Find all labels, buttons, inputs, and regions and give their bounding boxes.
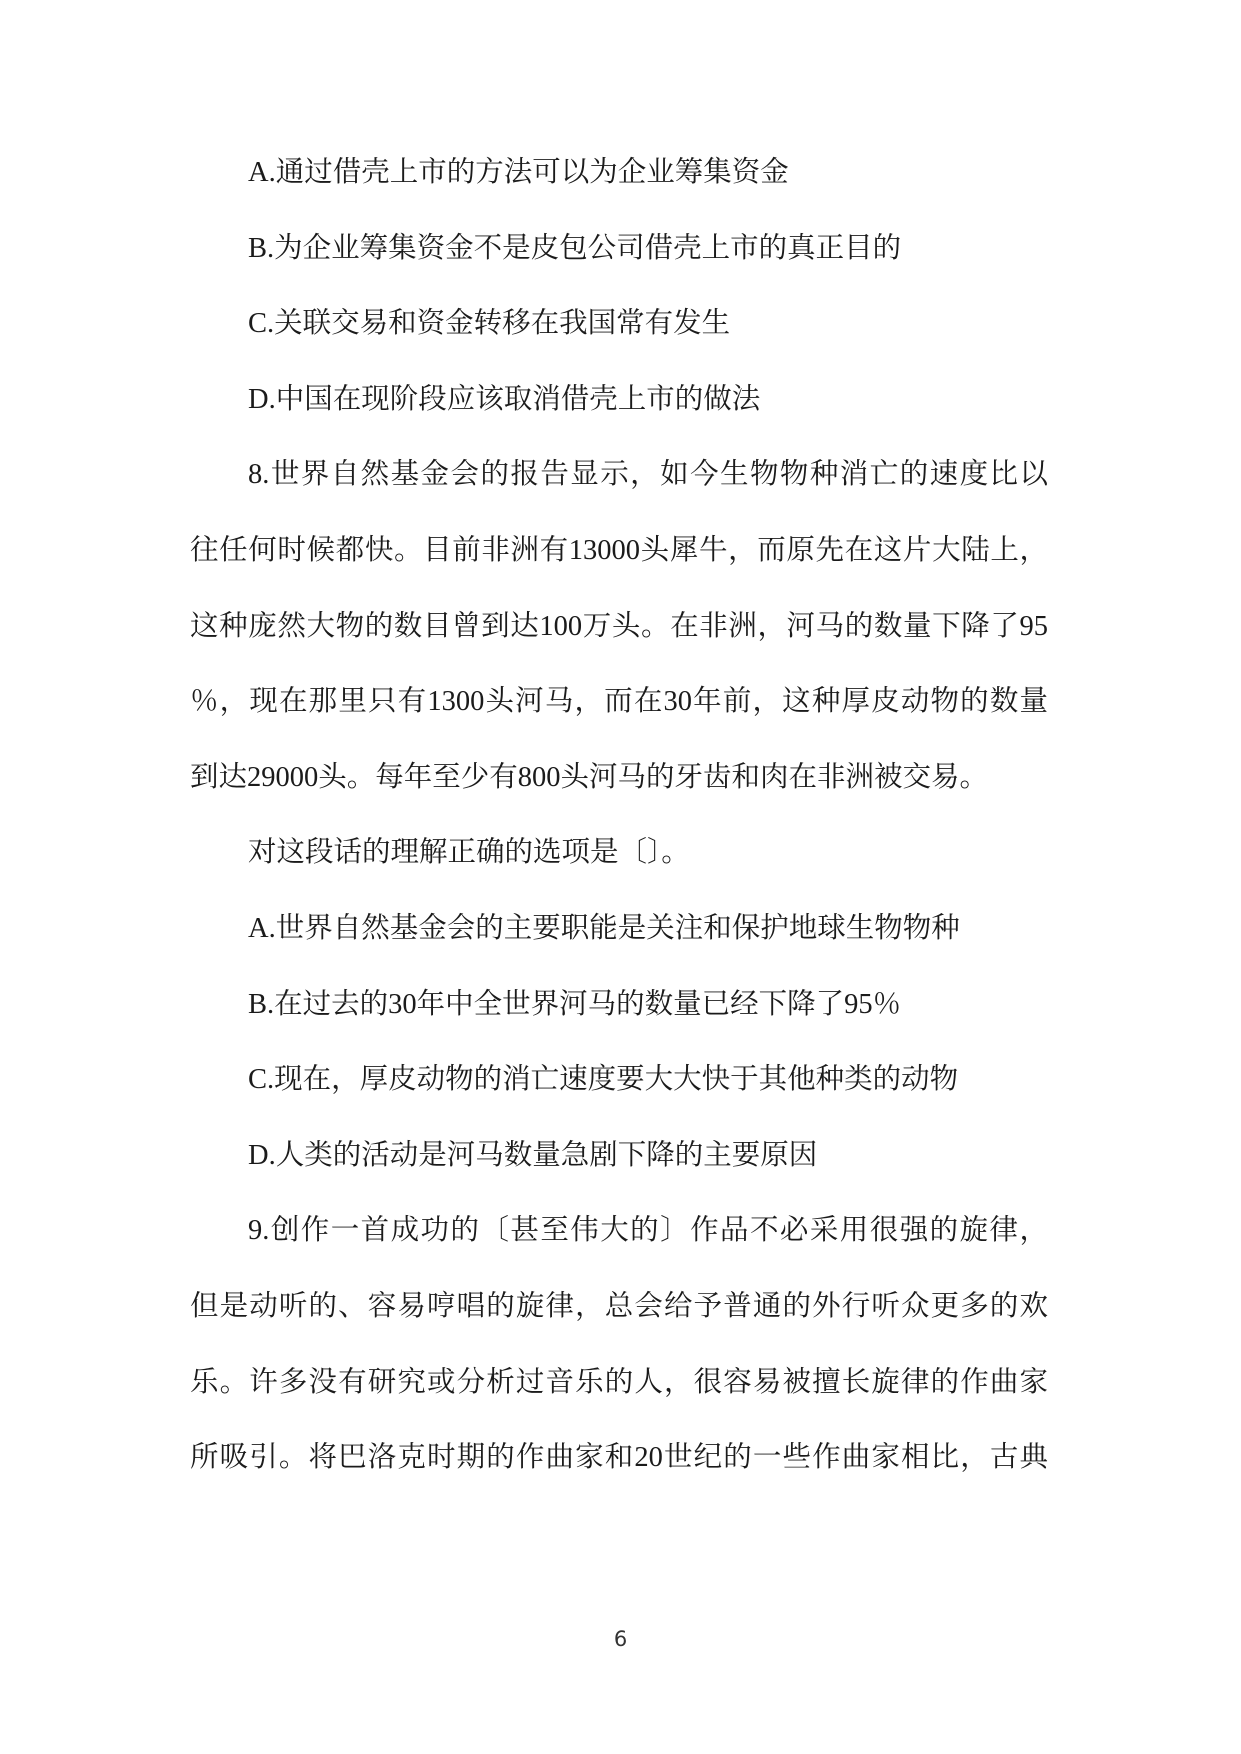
question-9-line-1: 9.创作一首成功的〔甚至伟大的〕作品不必采用很强的旋律， [248,1215,1048,1247]
question-9-line-2: 但是动听的、容易哼唱的旋律，总会给予普通的外行听众更多的欢 [190,1290,1048,1322]
option-b-question7: B.为企业筹集资金不是皮包公司借壳上市的真正目的 [248,232,902,264]
option-b-question8: B.在过去的30年中全世界河马的数量已经下降了95％ [248,988,902,1020]
question-9-line-3: 乐。许多没有研究或分析过音乐的人，很容易被擅长旋律的作曲家 [190,1366,1048,1398]
option-a-question7: A.通过借壳上市的方法可以为企业筹集资金 [248,157,789,188]
question-8-line-3: 这种庞然大物的数目曾到达100万头。在非洲，河马的数量下降了95 [190,610,1048,642]
text-column [190,135,1048,1496]
option-d-question7: D.中国在现阶段应该取消借壳上市的做法 [248,383,761,415]
question-8-line-5: 到达29000头。每年至少有800头河马的牙齿和肉在非洲被交易。 [190,761,989,793]
question-8-prompt: 对这段话的理解正确的选项是〔〕。 [248,837,690,869]
option-c-question8: C.现在，厚皮动物的消亡速度要大大快于其他种类的动物 [248,1064,959,1096]
question-8-line-1: 8.世界自然基金会的报告显示，如今生物物种消亡的速度比以 [248,459,1048,491]
question-8-line-4: ％，现在那里只有1300头河马，而在30年前，这种厚皮动物的数量 [190,686,1048,718]
page-number: 6 [613,1627,628,1651]
option-c-question7: C.关联交易和资金转移在我国常有发生 [248,308,731,340]
question-8-line-2: 往任何时候都快。目前非洲有13000头犀牛，而原先在这片大陆上， [190,534,1048,566]
option-d-question8: D.人类的活动是河马数量急剧下降的主要原因 [248,1139,818,1171]
option-a-question8: A.世界自然基金会的主要职能是关注和保护地球生物物种 [248,912,960,944]
question-9-line-4: 所吸引。将巴洛克时期的作曲家和20世纪的一些作曲家相比，古典 [190,1442,1048,1474]
